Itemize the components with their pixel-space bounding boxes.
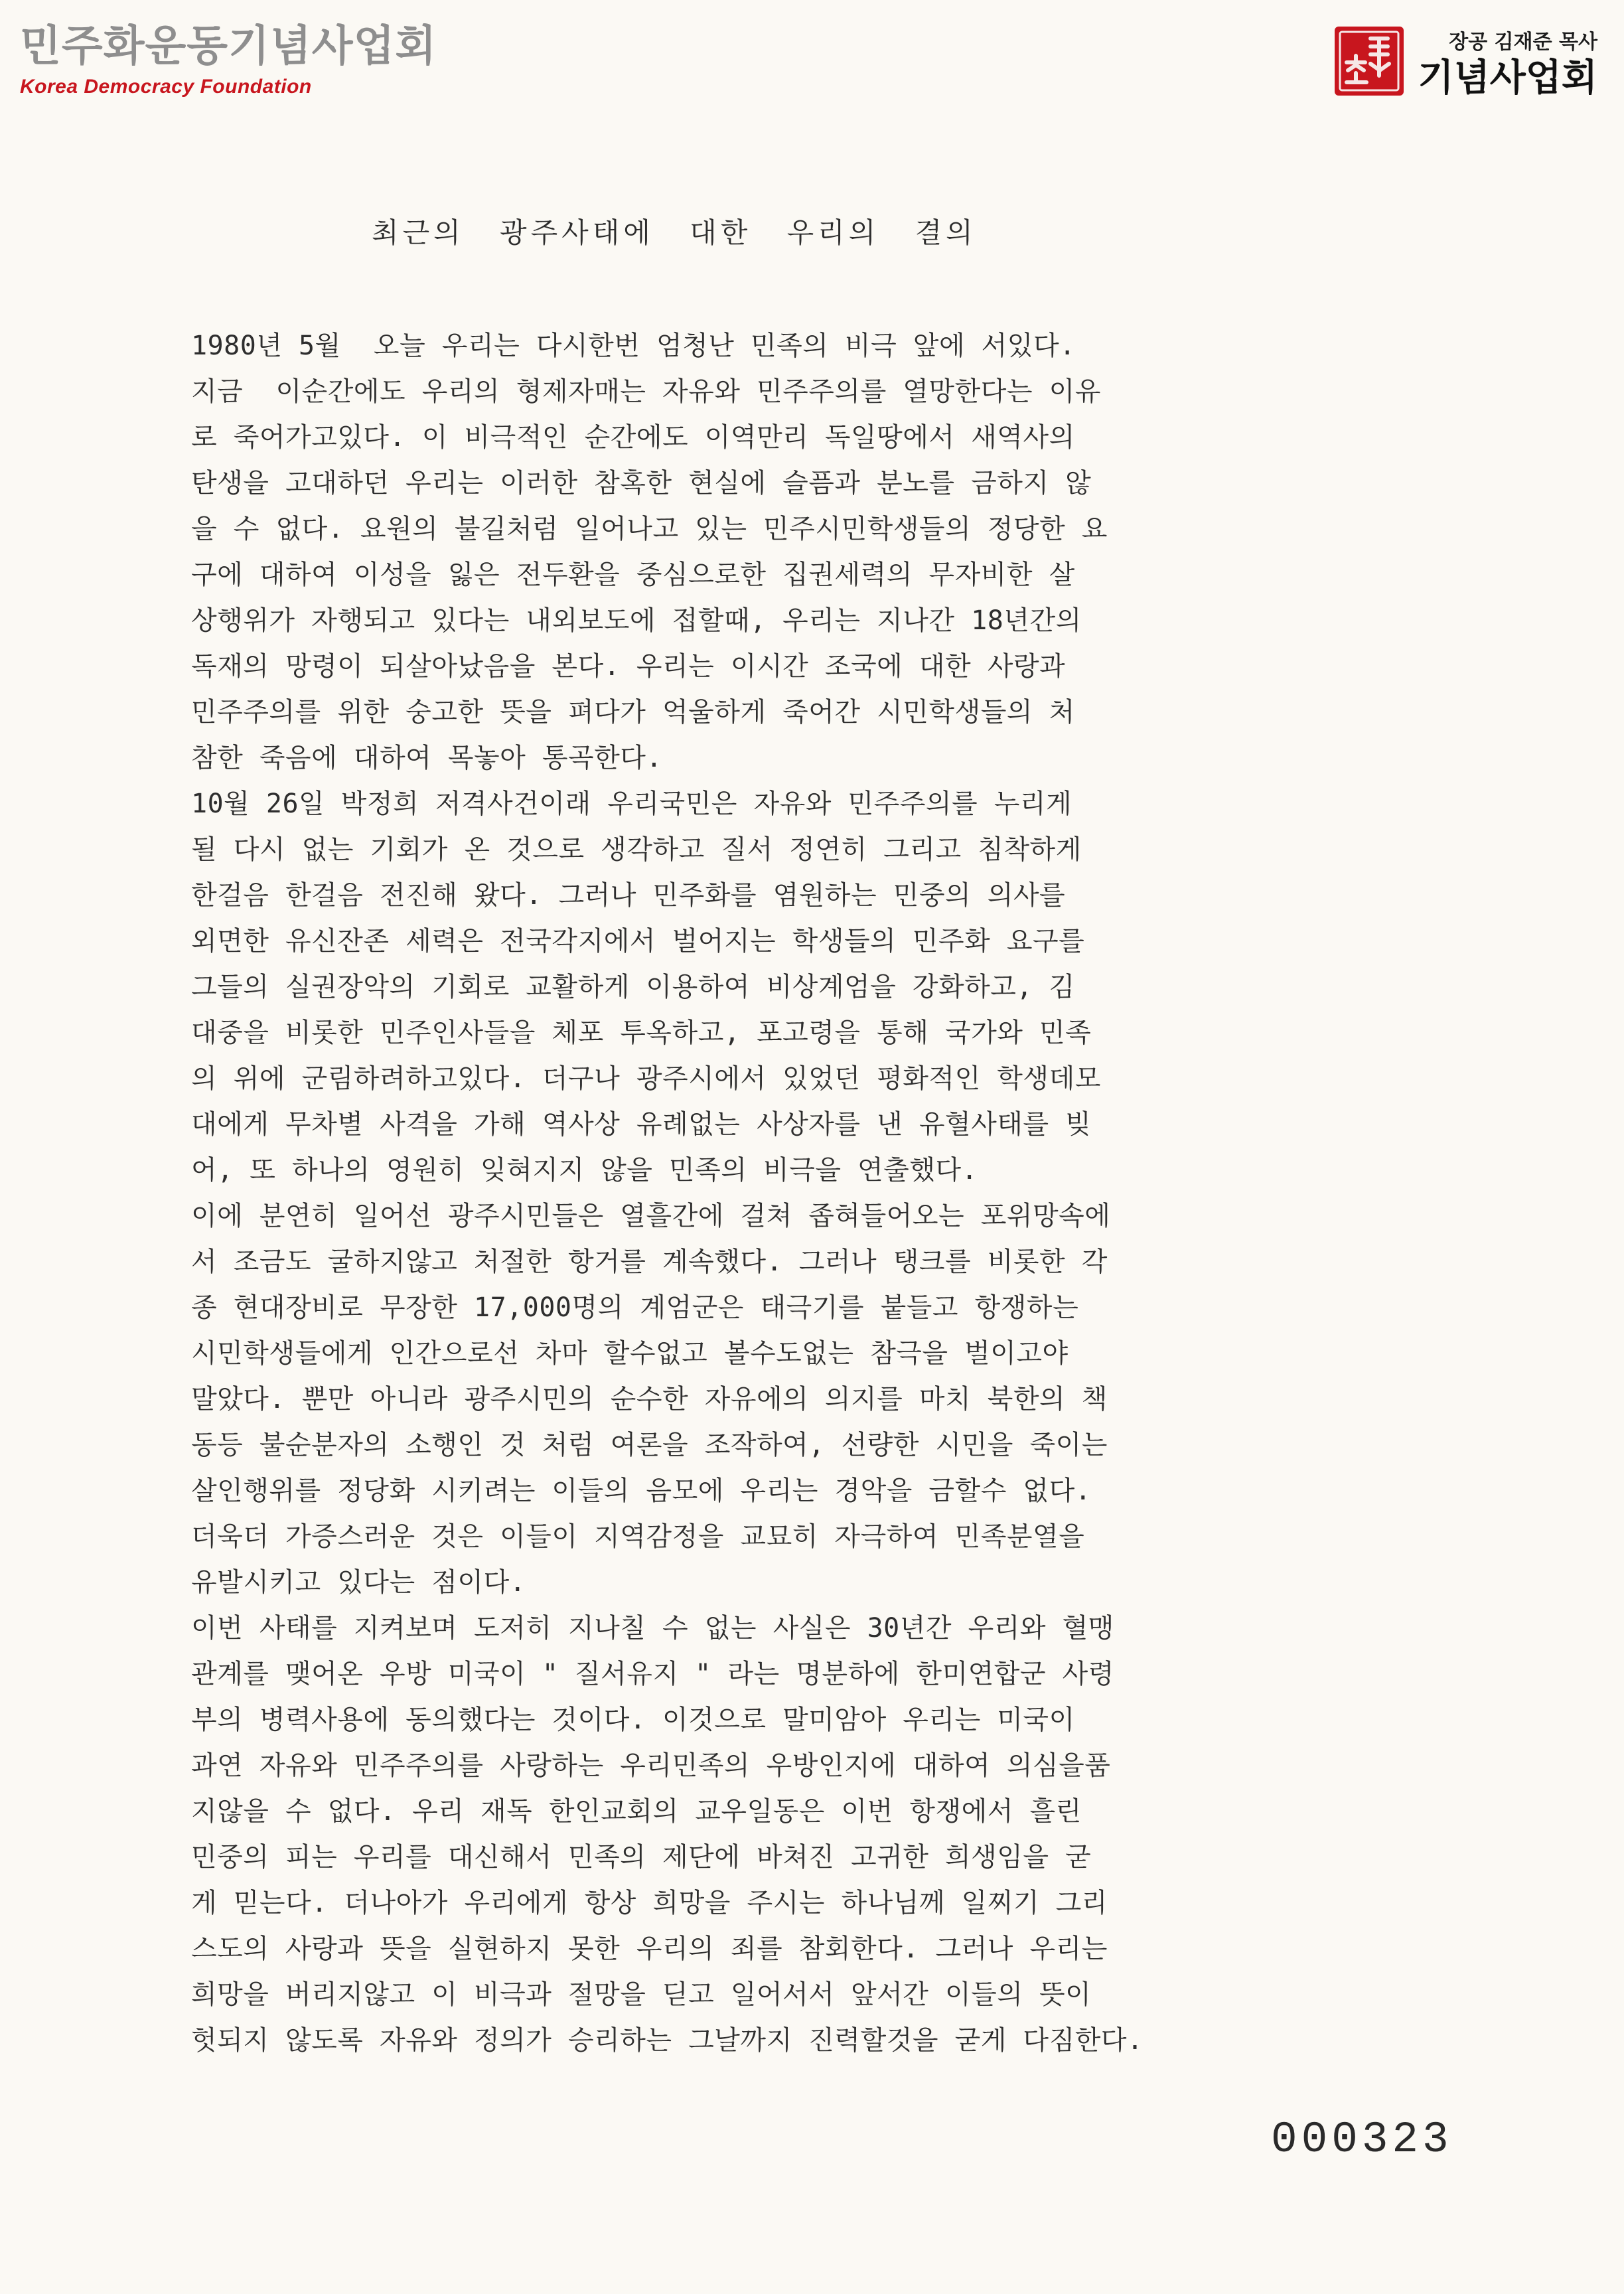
body-line: 종 현대장비로 무장한 17,000명의 계엄군은 태극기를 붙들고 항쟁하는	[191, 1292, 1079, 1323]
body-line: 외면한 유신잔존 세력은 전국각지에서 벌어지는 학생들의 민주화 요구를	[191, 926, 1085, 956]
document-number: 000323	[1271, 2115, 1453, 2165]
body-line: 참한 죽음에 대하여 목놓아 통곡한다.	[191, 743, 663, 773]
body-line: 상행위가 자행되고 있다는 내외보도에 접할때, 우리는 지나간 18년간의	[191, 605, 1082, 636]
body-line: 스도의 사랑과 뜻을 실현하지 못한 우리의 죄를 참회한다. 그러나 우리는	[191, 1934, 1108, 1964]
body-line: 이에 분연히 일어선 광주시민들은 열흘간에 걸쳐 좁혀들어오는 포위망속에	[191, 1201, 1111, 1231]
body-line: 로 죽어가고있다. 이 비극적인 순간에도 이역만리 독일땅에서 새역사의	[191, 422, 1075, 453]
body-line: 게 믿는다. 더나아가 우리에게 항상 희망을 주시는 하나님께 일찌기 그리	[191, 1888, 1108, 1918]
body-line: 관계를 맺어온 우방 미국이 " 질서유지 " 라는 명분하에 한미연합군 사령	[191, 1659, 1114, 1689]
memorial-logo-line2: 기념사업회	[1418, 56, 1597, 100]
body-line: 대에게 무차별 사격을 가해 역사상 유례없는 사상자를 낸 유혈사태를 빚	[191, 1109, 1092, 1140]
body-line: 대중을 비롯한 민주인사들을 체포 투옥하고, 포고령을 통해 국가와 민족	[191, 1018, 1092, 1048]
body-line: 살인행위를 정당화 시키려는 이들의 음모에 우리는 경악을 금할수 없다.	[191, 1476, 1092, 1506]
memorial-logo	[1332, 24, 1597, 98]
body-line: 말았다. 뿐만 아니라 광주시민의 순수한 자유에의 의지를 마치 북한의 책	[191, 1384, 1108, 1415]
body-line: 민주주의를 위한 숭고한 뜻을 펴다가 억울하게 죽어간 시민학생들의 처	[191, 697, 1075, 727]
body-line: 탄생을 고대하던 우리는 이러한 참혹한 현실에 슬픔과 분노를 금하지 않	[191, 468, 1092, 498]
body-line: 독재의 망령이 되살아났음을 본다. 우리는 이시간 조국에 대한 사랑과	[191, 651, 1066, 682]
memorial-logo-line1: 장공 김재준 목사	[1449, 31, 1597, 54]
body-line: 서 조금도 굴하지않고 처절한 항거를 계속했다. 그러나 탱크를 비롯한 각	[191, 1247, 1108, 1277]
kdf-logo	[20, 22, 437, 98]
body-line: 될 다시 없는 기회가 온 것으로 생각하고 질서 정연히 그리고 침착하게	[191, 834, 1082, 865]
document-title: 최근의 광주사태에 대한 우리의 결의	[372, 216, 977, 249]
document-body	[191, 323, 1465, 2064]
body-line: 의 위에 군림하려하고있다. 더구나 광주시에서 있었던 평화적인 학생데모	[191, 1063, 1101, 1094]
body-line: 시민학생들에게 인간으로선 차마 할수없고 볼수도없는 참극을 벌이고야	[191, 1338, 1069, 1369]
body-line: 1980년 5월 오늘 우리는 다시한번 엄청난 민족의 비극 앞에 서있다.	[191, 331, 1076, 361]
body-line: 10월 26일 박정희 저격사건이래 우리국민은 자유와 민주주의를 누리게	[191, 789, 1072, 819]
body-line: 더욱더 가증스러운 것은 이들이 지역감정을 교묘히 자극하여 민족분열을	[191, 1521, 1085, 1552]
body-line: 민중의 피는 우리를 대신해서 민족의 제단에 바쳐진 고귀한 희생임을 굳	[191, 1842, 1092, 1873]
body-line: 헛되지 않도록 자유와 정의가 승리하는 그날까지 진력할것을 굳게 다짐한다.	[191, 2025, 1144, 2056]
body-line: 희망을 버리지않고 이 비극과 절망을 딛고 일어서서 앞서간 이들의 뜻이	[191, 1979, 1092, 2010]
body-line: 그들의 실권장악의 기회로 교활하게 이용하여 비상계엄을 강화하고, 김	[191, 972, 1075, 1002]
body-line: 부의 병력사용에 동의했다는 것이다. 이것으로 말미암아 우리는 미국이	[191, 1705, 1075, 1735]
body-line: 을 수 없다. 요원의 불길처럼 일어나고 있는 민주시민학생들의 정당한 요	[191, 514, 1108, 544]
kdf-logo-english: Korea Democracy Foundation	[20, 76, 312, 98]
body-line: 지금 이순간에도 우리의 형제자매는 자유와 민주주의를 열망한다는 이유	[191, 376, 1101, 407]
body-line: 어, 또 하나의 영원히 잊혀지지 않을 민족의 비극을 연출했다.	[191, 1155, 978, 1185]
body-line: 유발시키고 있다는 점이다.	[191, 1567, 526, 1598]
body-line: 이번 사태를 지켜보며 도저히 지나칠 수 없는 사실은 30년간 우리와 혈맹	[191, 1613, 1114, 1644]
body-line: 구에 대하여 이성을 잃은 전두환을 중심으로한 집권세력의 무자비한 살	[191, 560, 1075, 590]
body-line: 동등 불순분자의 소행인 것 처럼 여론을 조작하여, 선량한 시민을 죽이는	[191, 1430, 1108, 1460]
body-line: 과연 자유와 민주주의를 사랑하는 우리민족의 우방인지에 대하여 의심을품	[191, 1750, 1111, 1781]
body-line: 한걸음 한걸음 전진해 왔다. 그러나 민주화를 염원하는 민중의 의사를	[191, 880, 1066, 911]
body-line: 지않을 수 없다. 우리 재독 한인교회의 교우일동은 이번 항쟁에서 흘린	[191, 1796, 1082, 1827]
kdf-logo-korean: 민주화운동기념사업회	[20, 22, 437, 71]
red-seal-icon	[1332, 24, 1406, 98]
